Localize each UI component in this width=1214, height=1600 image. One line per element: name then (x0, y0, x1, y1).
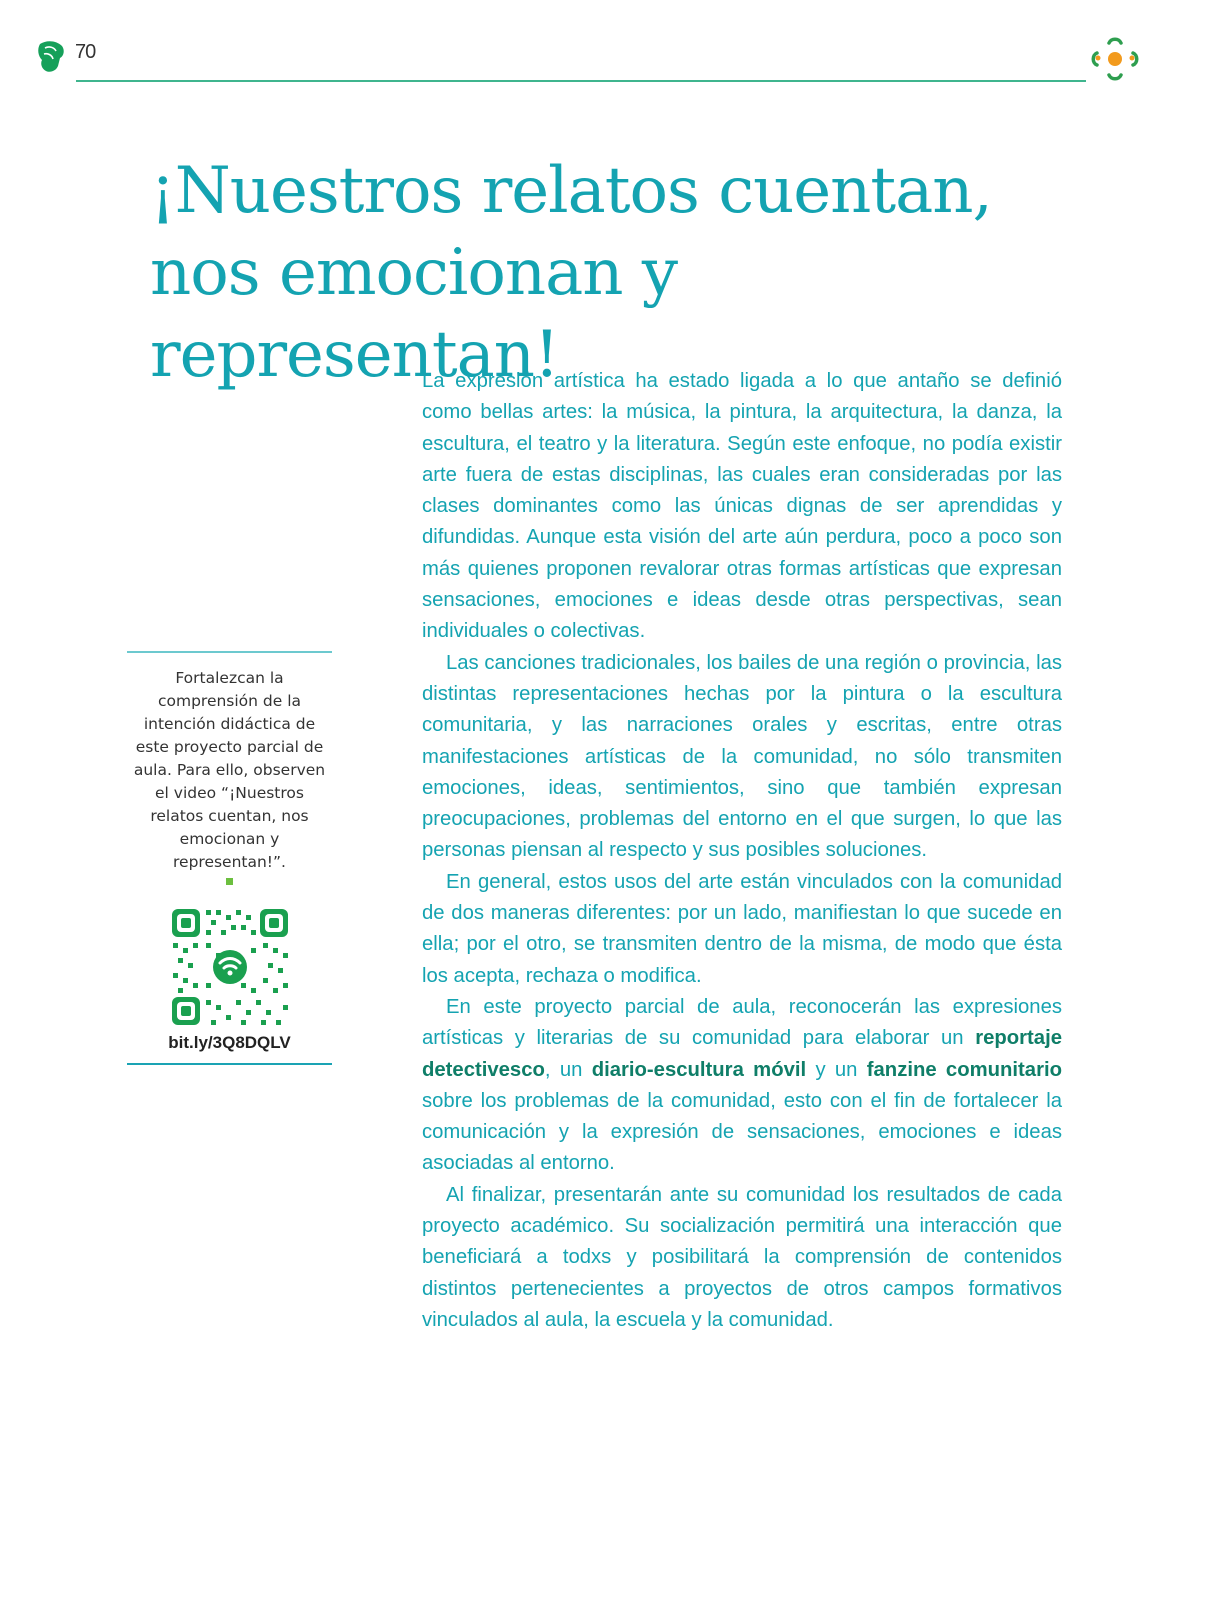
bold-term: reportaje detectivesco (422, 1027, 1062, 1081)
paragraph (422, 992, 1062, 1180)
short-link[interactable]: bit.ly/3Q8DQLV (168, 1033, 291, 1052)
paragraph: La expresión artística ha estado ligada a lo que antaño se definió como bellas artes: la música, la pintura, la arquitectura, la danza, la escultura, el teatro y la literatura. Según este enfoque, no podía existir arte fuera de estas disciplinas, las cuales eran consideradas por las clases dominantes como las únicas dignas de ser aprendidas y difundidas. Aunque esta visión del arte aún perdura, poco a poco son más quienes proponen revalorar otras formas artísticas que expresan sensaciones, emociones e ideas desde otras perspectivas, sean individuales o colectivas. (422, 370, 1062, 643)
leaf-head-logo-icon (36, 38, 66, 74)
bold-term: fanzine comunitario (866, 1058, 1062, 1081)
paragraph: En general, estos usos del arte están vinculados con la comunidad de dos maneras diferentes: por un lado, manifiestan lo que sucede en ella; por el otro, se transmiten dentro de la misma, de modo que ésta los acepta, rechaza o modifica. (422, 870, 1062, 987)
bold-term: diario-escultura móvil (591, 1058, 807, 1081)
paragraph: Al finalizar, presentarán ante su comunidad los resultados de cada proyecto académico. Su socialización permitirá una interacción que beneficiará a todxs y posibilitará la comprensión de contenidos distintos pertenecientes a proyectos de otros campos formativos vinculados al aula, la escuela y la comunidad. (422, 1183, 1062, 1331)
page-title: ¡Nuestros relatos cuentan, nos emocionan y representan! (150, 154, 992, 392)
bullet-square-icon (226, 878, 233, 885)
qr-code-icon[interactable] (170, 907, 290, 1027)
text-run: En este proyecto parcial de aula, reconocerán las expresiones artísticas y literarias de su comunidad para elaborar un (422, 995, 1062, 1050)
page-number: 70 (75, 41, 96, 63)
header-rule (76, 80, 1086, 82)
text-run: sobre los problemas de la comunidad, esto con el fin de fortalecer la comunicación y la expresión de sensaciones, emociones e ideas asociadas al entorno. (422, 1089, 1062, 1175)
text-run: y un (806, 1058, 867, 1081)
sidebar-text: Fortalezcan la comprensión de la intención didáctica de este proyecto parcial de aula. Para ello, observen el video “¡Nuestros relatos cuentan, nos emocionan y representan!”. (133, 669, 326, 871)
paragraph: Las canciones tradicionales, los bailes de una región o provincia, las distintas representaciones hechas por la pintura o la escultura comunitaria, y las narraciones orales y escritas, entre otras manifestaciones artísticas de la comunidad, no sólo transmiten emociones, ideas, sentimientos, sino que también expresan preocupaciones, problemas del entorno en el que surgen, lo que las personas piensan al respecto y sus posibles soluciones. (422, 651, 1062, 862)
body-text (422, 366, 1062, 1336)
community-circle-logo-icon (1088, 34, 1142, 84)
sidebar-note (127, 651, 332, 1065)
text-run: , un (544, 1058, 592, 1081)
